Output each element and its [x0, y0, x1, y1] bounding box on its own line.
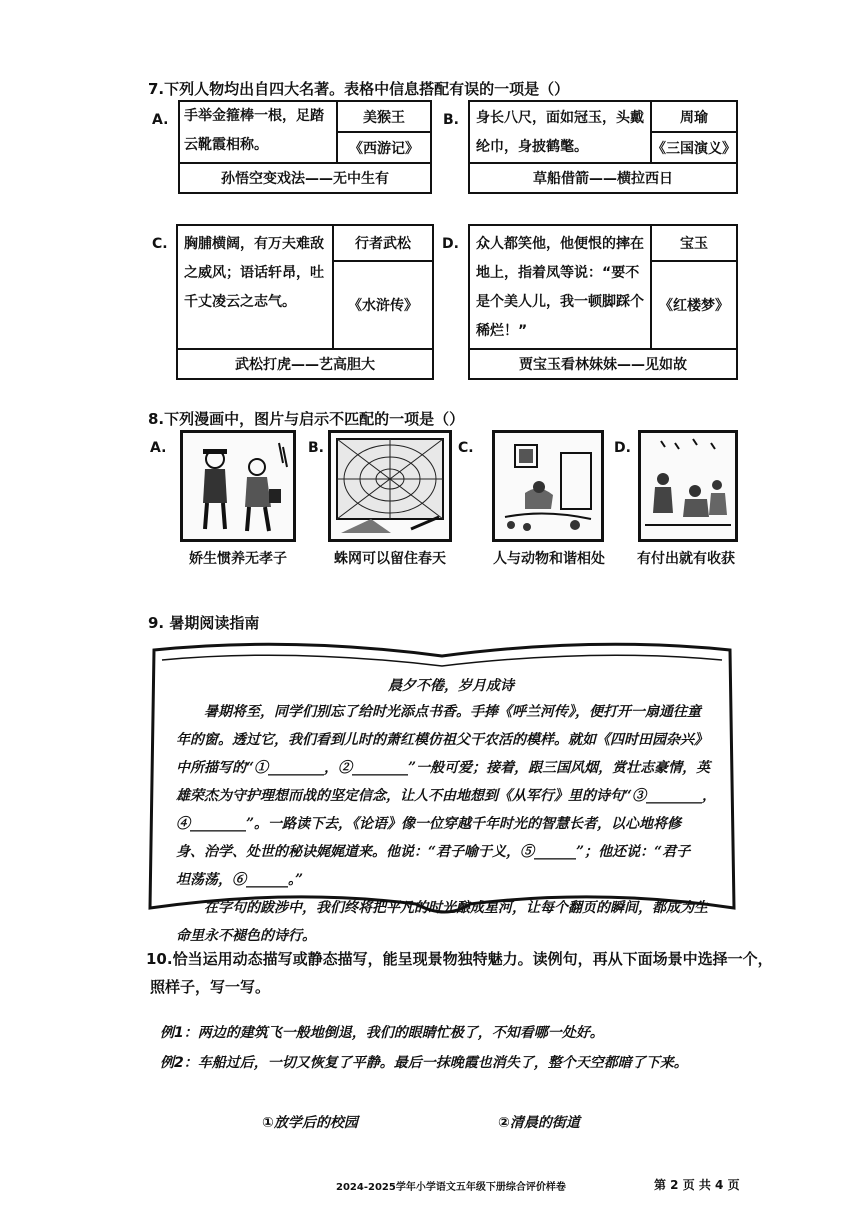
q7-option-a-event: 孙悟空变戏法——无中生有	[178, 162, 432, 194]
q7-option-c-name: 行者武松	[332, 224, 434, 262]
q7-option-c-event: 武松打虎——艺高胆大	[176, 348, 434, 380]
q7-option-b-event: 草船借箭——横拉西日	[468, 162, 738, 194]
footer-page-number: 第 2 页 共 4 页	[654, 1178, 740, 1192]
q10-example-2: 例2：车船过后，一切又恢复了平静。最后一抹晚霞也消失了，整个天空都暗了下来。	[160, 1055, 688, 1071]
passage-line-9: 命里永不褪色的诗行。	[176, 928, 316, 944]
passage-line-2: 年的窗。透过它，我们看到儿时的萧红模仿祖父干农活的模样。就如《四时田园杂兴》	[176, 732, 708, 748]
q7-option-b-name: 周瑜	[650, 100, 738, 133]
comic-b-caption: 蛛网可以留住春天	[334, 551, 446, 567]
passage-line-4: 雄荣杰为守护理想而战的坚定信念，让人不由地想到《从军行》里的诗句“③________，	[176, 788, 717, 804]
q7-option-a-name: 美猴王	[336, 100, 432, 133]
q7-option-b-letter: B.	[443, 112, 459, 128]
q7-option-a-table	[178, 100, 432, 194]
q7-option-d-desc: 众人都笑他，他便恨的摔在地上，指着凤等说：“要不是个美人儿，我一顿脚踩个稀烂！”	[476, 236, 644, 339]
q10-example-1: 例1：两边的建筑飞一般地倒退，我们的眼睛忙极了，不知看哪一处好。	[160, 1025, 604, 1041]
q10-stem-line-2: 照样子，写一写。	[150, 978, 271, 996]
q7-option-d-book: 《红楼梦》	[650, 260, 738, 350]
q8-option-a-letter: A.	[150, 440, 167, 456]
q7-option-b-table	[468, 100, 738, 194]
passage-line-8: 在字句的跋涉中，我们终将把平凡的时光酿成星河，让每个翻页的瞬间，都成为生	[204, 900, 708, 916]
comic-b-image	[328, 430, 452, 542]
q7-option-b-desc: 身长八尺，面如冠玉，头戴纶巾，身披鹤氅。	[476, 110, 644, 155]
q10-stem-line-1: 10.恰当运用动态描写或静态描写，能呈现景物独特魅力。读例句，再从下面场景中选择一个，	[146, 950, 773, 968]
q7-option-c-table	[176, 224, 434, 380]
passage-line-3: 中所描写的“①________，②________”一般可爱；接着，跟三国风烟，赏壮志豪情，英	[176, 760, 711, 776]
q7-option-a-letter: A.	[152, 112, 169, 128]
footer-exam-title: 2024-2025学年小学语文五年级下册综合评价样卷	[336, 1182, 566, 1193]
comic-c-image	[492, 430, 604, 542]
q7-option-c-letter: C.	[152, 236, 168, 252]
comic-a-image	[180, 430, 296, 542]
q7-option-a-desc: 手举金箍棒一根，足踏云靴霞相称。	[184, 108, 324, 153]
q8-option-b-letter: B.	[308, 440, 324, 456]
comic-c-caption: 人与动物和谐相处	[493, 551, 605, 567]
reading-title: 晨夕不倦，岁月成诗	[388, 678, 514, 694]
comic-d-caption: 有付出就有收获	[637, 551, 735, 567]
passage-line-1: 暑期将至，同学们别忘了给时光添点书香。手捧《呼兰河传》，便打开一扇通往童	[204, 704, 701, 720]
q7-stem: 7.下列人物均出自四大名著。表格中信息搭配有误的一项是（）	[148, 80, 570, 98]
q7-option-c-desc: 胸脯横阔，有万夫难敌之威风；语话轩昂，吐千丈凌云之志气。	[184, 236, 324, 310]
q9-stem: 9. 暑期阅读指南	[148, 614, 260, 632]
passage-line-7: 坦荡荡，⑥______。”	[176, 872, 304, 888]
comic-a-caption: 娇生惯养无孝子	[189, 551, 287, 567]
comic-d-image	[638, 430, 738, 542]
q10-choice-2: ②清晨的街道	[498, 1115, 580, 1131]
q10-choice-1: ①放学后的校园	[262, 1115, 358, 1131]
passage-line-6: 身、治学、处世的秘诀娓娓道来。他说：“君子喻于义，⑤______”；他还说：“君子	[176, 844, 691, 860]
q7-option-d-table	[468, 224, 738, 380]
q7-option-d-letter: D.	[442, 236, 459, 252]
passage-line-5: ④________”。一路读下去，《论语》像一位穿越千年时光的智慧长者，以心地将修	[176, 816, 682, 832]
q7-option-b-book: 《三国演义》	[650, 131, 738, 164]
q8-option-d-letter: D.	[614, 440, 631, 456]
q7-option-a-book: 《西游记》	[336, 131, 432, 164]
q7-option-d-name: 宝玉	[650, 224, 738, 262]
q8-stem: 8.下列漫画中，图片与启示不匹配的一项是（）	[148, 410, 465, 428]
q7-option-d-event: 贾宝玉看林妹妹——见如故	[468, 348, 738, 380]
q7-option-c-book: 《水浒传》	[332, 260, 434, 350]
q8-option-c-letter: C.	[458, 440, 474, 456]
reading-passage	[176, 698, 736, 950]
